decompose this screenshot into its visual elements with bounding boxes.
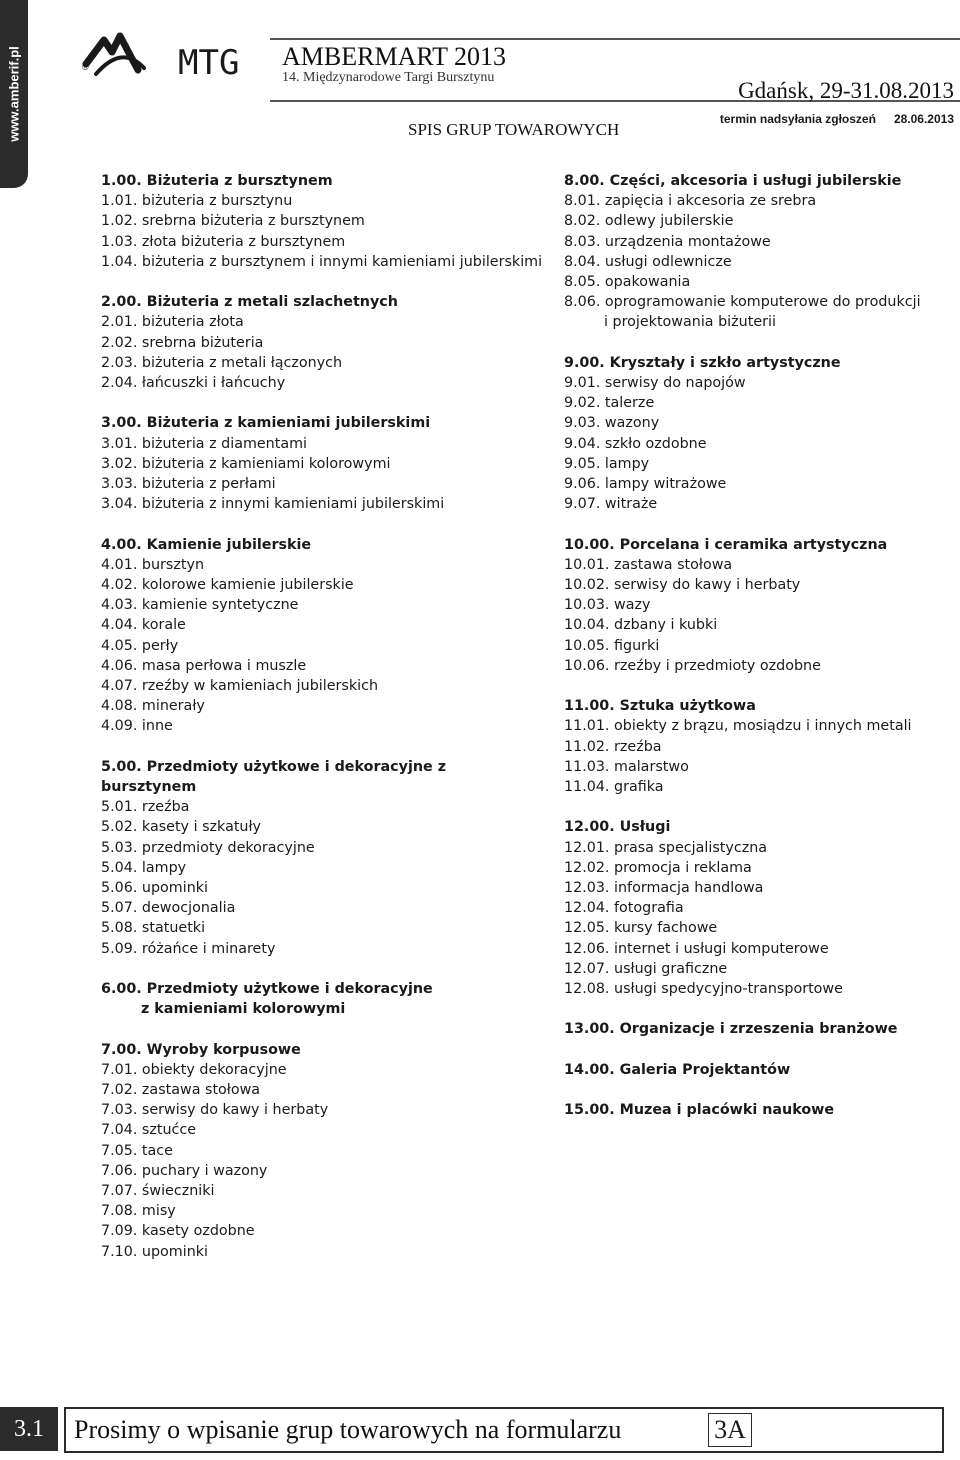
- group-item: 7.08. misy: [101, 1203, 176, 1220]
- website-tab: [0, 0, 28, 188]
- group-item: 7.06. puchary i wazony: [101, 1162, 268, 1179]
- event-date: Gdańsk, 29-31.08.2013: [738, 78, 954, 103]
- group-item: 12.06. internet i usługi komputerowe: [564, 940, 829, 957]
- group-item: 12.03. informacja handlowa: [564, 880, 764, 897]
- group-item: 10.02. serwisy do kawy i herbaty: [564, 577, 801, 594]
- mtg-logo-icon: [82, 30, 252, 86]
- footer-note: [64, 1407, 944, 1453]
- group-item: 4.08. minerały: [101, 698, 205, 715]
- group-item: 12.02. promocja i reklama: [564, 859, 752, 876]
- group-item: 4.06. masa perłowa i muszle: [101, 657, 307, 674]
- group-item: 4.03. kamienie syntetyczne: [101, 597, 299, 614]
- group-item: 2.01. biżuteria złota: [101, 314, 244, 331]
- website-url: www.amberif.pl: [6, 46, 22, 142]
- event-title: AMBERMART 2013: [282, 42, 507, 71]
- group-item: 8.03. urządzenia montażowe: [564, 233, 771, 250]
- group-title: 6.00. Przedmioty użytkowe i dekoracyjne: [101, 981, 433, 998]
- group-item: 2.04. łańcuszki i łańcuchy: [101, 375, 286, 392]
- group-item: i projektowania biżuterii: [604, 314, 776, 331]
- group-item: 12.08. usługi spedycyjno-transportowe: [564, 981, 843, 998]
- group-title: 5.00. Przedmioty użytkowe i dekoracyjne z bursztynem: [101, 758, 447, 796]
- group-item: 7.04. sztućce: [101, 1122, 197, 1139]
- group-item: 8.04. usługi odlewnicze: [564, 253, 732, 270]
- group-item: 9.02. talerze: [564, 395, 655, 412]
- group-item: 7.05. tace: [101, 1142, 173, 1159]
- event-subtitle: 14. Międzynarodowe Targi Bursztynu: [282, 70, 495, 85]
- group-item: 4.07. rzeźby w kamieniach jubilerskich: [101, 678, 379, 695]
- section-title: SPIS GRUP TOWAROWYCH: [408, 120, 620, 139]
- group-item: 3.04. biżuteria z innymi kamieniami jubilerskimi: [101, 496, 445, 513]
- group-item: 5.07. dewocjonalia: [101, 900, 236, 917]
- group-item: 1.02. srebrna biżuteria z bursztynem: [101, 213, 365, 230]
- group-item: 9.01. serwisy do napojów: [564, 375, 746, 392]
- product-group: [564, 353, 954, 515]
- group-item: 7.07. świeczniki: [101, 1183, 215, 1200]
- product-group: [101, 1040, 531, 1262]
- group-item: 1.01. biżuteria z bursztynu: [101, 193, 293, 210]
- group-title: 3.00. Biżuteria z kamieniami jubilerskimi: [101, 415, 431, 432]
- group-item: 3.03. biżuteria z perłami: [101, 476, 276, 493]
- group-title: 12.00. Usługi: [564, 819, 671, 836]
- deadline-label: termin nadsyłania zgłoszeń: [719, 112, 876, 126]
- group-item: 4.04. korale: [101, 617, 186, 634]
- group-item: 8.02. odlewy jubilerskie: [564, 213, 734, 230]
- product-group: [101, 757, 531, 959]
- product-group: [564, 1019, 954, 1039]
- group-item: 10.05. figurki: [564, 637, 660, 654]
- group-item: 10.06. rzeźby i przedmioty ozdobne: [564, 657, 821, 674]
- product-group: [101, 292, 531, 393]
- page-number: 3.1: [0, 1407, 58, 1451]
- group-item: 10.01. zastawa stołowa: [564, 556, 733, 573]
- group-item: 7.03. serwisy do kawy i herbaty: [101, 1102, 329, 1119]
- group-item: 5.01. rzeźba: [101, 799, 190, 816]
- product-group: [564, 535, 954, 676]
- group-item: 9.06. lampy witrażowe: [564, 476, 727, 493]
- group-item: 11.02. rzeźba: [564, 738, 662, 755]
- deadline-date: 28.06.2013: [893, 112, 954, 126]
- group-title: 10.00. Porcelana i ceramika artystyczna: [564, 536, 888, 553]
- group-item: 11.01. obiekty z brązu, mosiądzu i innych metali: [564, 718, 912, 735]
- group-title: 2.00. Biżuteria z metali szlachetnych: [101, 294, 398, 311]
- group-item: 8.06. oprogramowanie komputerowe do produkcji: [564, 294, 921, 311]
- product-group: [101, 413, 531, 514]
- group-item: 3.02. biżuteria z kamieniami kolorowymi: [101, 455, 391, 472]
- group-title: 9.00. Kryształy i szkło artystyczne: [564, 354, 841, 371]
- group-item: 11.03. malarstwo: [564, 758, 689, 775]
- group-item: 1.03. złota biżuteria z bursztynem: [101, 233, 346, 250]
- product-group: [101, 171, 543, 272]
- group-item: 7.09. kasety ozdobne: [101, 1223, 255, 1240]
- group-title: 13.00. Organizacje i zrzeszenia branżowe: [564, 1021, 898, 1038]
- product-group: [564, 817, 954, 999]
- registered-mark: ®: [82, 62, 89, 72]
- group-title: 1.00. Biżuteria z bursztynem: [101, 173, 333, 189]
- group-item: 10.04. dzbany i kubki: [564, 617, 718, 634]
- group-item: 5.02. kasety i szkatuły: [101, 819, 262, 836]
- group-item: 4.09. inne: [101, 718, 173, 735]
- group-item: 10.03. wazy: [564, 597, 651, 614]
- group-title: 8.00. Części, akcesoria i usługi jubilerskie: [564, 173, 902, 189]
- group-item: 12.01. prasa specjalistyczna: [564, 839, 768, 856]
- footer-text: Prosimy o wpisanie grup towarowych na formularzu: [74, 1415, 622, 1444]
- group-item: 4.05. perły: [101, 637, 179, 654]
- product-group: [101, 535, 531, 737]
- product-group: [564, 1100, 954, 1120]
- group-item: 3.01. biżuteria z diamentami: [101, 435, 307, 452]
- group-item: 9.05. lampy: [564, 455, 650, 472]
- submission-deadline: [720, 112, 954, 126]
- form-code: 3A: [708, 1413, 752, 1447]
- group-item: 2.03. biżuteria z metali łączonych: [101, 354, 343, 371]
- group-item: 1.04. biżuteria z bursztynem i innymi kamieniami jubilerskimi: [101, 253, 543, 270]
- group-item: 8.01. zapięcia i akcesoria ze srebra: [564, 193, 817, 210]
- group-item: 4.02. kolorowe kamienie jubilerskie: [101, 577, 354, 594]
- logo-text: MTG: [178, 43, 240, 83]
- group-title: 14.00. Galeria Projektantów: [564, 1061, 791, 1078]
- group-item: 12.05. kursy fachowe: [564, 920, 718, 937]
- group-item: 5.04. lampy: [101, 859, 187, 876]
- product-group: [101, 979, 531, 1019]
- left-group-column: [101, 171, 543, 1282]
- product-group: [564, 171, 954, 333]
- group-title: 7.00. Wyroby korpusowe: [101, 1041, 301, 1058]
- group-title: 4.00. Kamienie jubilerskie: [101, 536, 312, 553]
- group-item: 2.02. srebrna biżuteria: [101, 334, 264, 351]
- group-item: 5.09. różańce i minarety: [101, 940, 276, 957]
- group-item: 9.04. szkło ozdobne: [564, 435, 707, 452]
- group-item: 5.08. statuetki: [101, 920, 206, 937]
- group-item: 4.01. bursztyn: [101, 556, 205, 573]
- group-title-continuation: z kamieniami kolorowymi: [141, 1001, 346, 1018]
- group-item: 5.06. upominki: [101, 880, 209, 897]
- group-item: 7.01. obiekty dekoracyjne: [101, 1061, 287, 1078]
- group-title: 11.00. Sztuka użytkowa: [564, 698, 756, 715]
- group-item: 12.07. usługi graficzne: [564, 960, 728, 977]
- group-title: 15.00. Muzea i placówki naukowe: [564, 1102, 835, 1119]
- group-item: 9.03. wazony: [564, 415, 660, 432]
- group-item: 8.05. opakowania: [564, 274, 691, 291]
- group-item: 12.04. fotografia: [564, 900, 684, 917]
- group-item: 11.04. grafika: [564, 779, 664, 796]
- group-item: 7.10. upominki: [101, 1243, 209, 1260]
- product-group: [564, 696, 954, 797]
- group-item: 9.07. witraże: [564, 496, 658, 513]
- group-item: 7.02. zastawa stołowa: [101, 1082, 261, 1099]
- group-item: 5.03. przedmioty dekoracyjne: [101, 839, 315, 856]
- right-group-column: [564, 171, 954, 1141]
- product-group: [564, 1060, 954, 1080]
